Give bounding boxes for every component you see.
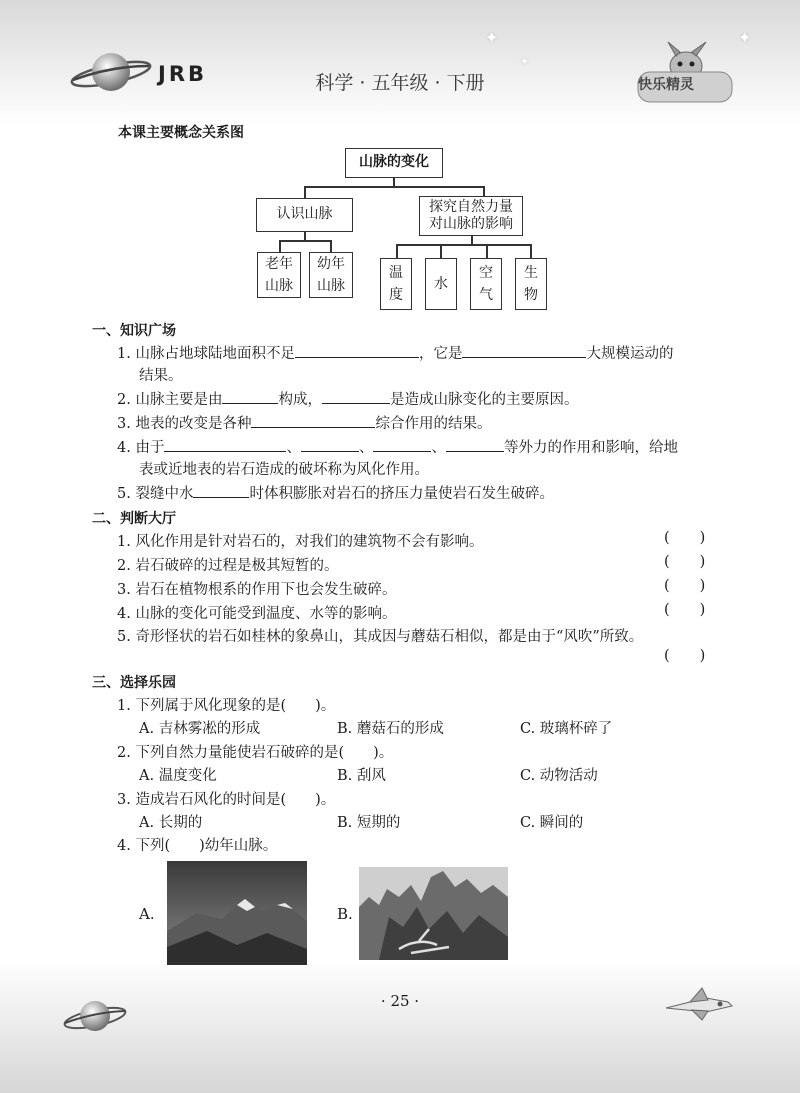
connector — [304, 232, 306, 240]
option-a[interactable]: A. 温度变化 — [139, 768, 217, 784]
concept-recognize-mountains: 认识山脉 — [256, 198, 353, 232]
choice-question-1: 1. 下列属于风化现象的是( )。 — [117, 698, 336, 714]
option-c[interactable]: C. 动物活动 — [520, 768, 598, 784]
judge-question-4: 4. 山脉的变化可能受到温度、水等的影响。 — [117, 606, 397, 622]
concept-water: 水 — [425, 258, 457, 310]
mascot-text: 快乐精灵 — [638, 77, 694, 93]
connector — [396, 244, 531, 246]
option-a[interactable]: A. 吉林雾凇的形成 — [139, 721, 261, 737]
fill-question-4-cont: 表或近地表的岩石造成的破坏称为风化作用。 — [139, 462, 429, 478]
option-a-label[interactable]: A. — [139, 905, 155, 923]
connector — [279, 240, 281, 252]
concept-natural-forces: 探究自然力量 对山脉的影响 — [419, 196, 523, 236]
concept-map-heading: 本课主要概念关系图 — [118, 125, 244, 141]
connector — [483, 186, 485, 196]
answer-blank[interactable] — [462, 343, 586, 358]
section-choice-title: 三、选择乐园 — [92, 675, 176, 691]
connector — [440, 244, 442, 258]
snowy-mountain-photo[interactable] — [167, 861, 307, 965]
answer-parentheses[interactable]: () — [664, 530, 736, 546]
answer-parentheses[interactable]: () — [664, 648, 736, 664]
answer-blank[interactable] — [222, 389, 278, 404]
fill-question-5: 5. 裂缝中水 时体积膨胀对岩石的挤压力量使岩石发生破碎。 — [117, 482, 554, 503]
rocky-mountain-photo[interactable] — [359, 867, 508, 960]
option-c[interactable]: C. 玻璃杯碎了 — [520, 721, 613, 737]
option-b-label[interactable]: B. — [337, 905, 353, 923]
book-title: 科学 · 五年级 · 下册 — [315, 72, 485, 94]
judge-question-5: 5. 奇形怪状的岩石如桂林的象鼻山，其成因与蘑菇石相似，都是由于“风吹”所致。 — [117, 629, 644, 645]
answer-blank[interactable] — [164, 437, 286, 452]
concept-organisms: 生 物 — [515, 258, 547, 310]
connector — [486, 244, 488, 258]
answer-blank[interactable] — [251, 413, 375, 428]
section-knowledge-title: 一、知识广场 — [92, 323, 176, 339]
answer-parentheses[interactable]: () — [664, 602, 736, 618]
fill-question-1-cont: 结果。 — [139, 368, 183, 384]
star-icon: ✦ — [738, 28, 752, 47]
brand-logo: JRB — [158, 62, 207, 86]
concept-temperature: 温 度 — [380, 258, 412, 310]
connector — [330, 240, 332, 252]
option-c[interactable]: C. 瞬间的 — [520, 815, 584, 831]
option-b[interactable]: B. 短期的 — [337, 815, 401, 831]
fill-question-4: 4. 由于 、 、 、 等外力的作用和影响，给地 — [117, 436, 678, 457]
judge-question-3: 3. 岩石在植物根系的作用下也会发生破碎。 — [117, 582, 397, 598]
option-a[interactable]: A. 长期的 — [139, 815, 203, 831]
space-shuttle-icon — [662, 984, 734, 1024]
connector — [393, 178, 395, 186]
answer-blank[interactable] — [446, 437, 504, 452]
connector — [396, 244, 398, 258]
choice-question-2: 2. 下列自然力量能使岩石破碎的是( )。 — [117, 745, 394, 761]
page-number: · 25 · — [380, 992, 420, 1010]
answer-parentheses[interactable]: () — [664, 554, 736, 570]
answer-blank[interactable] — [301, 437, 359, 452]
answer-blank[interactable] — [322, 389, 390, 404]
concept-air: 空 气 — [470, 258, 502, 310]
option-b[interactable]: B. 蘑菇石的形成 — [337, 721, 444, 737]
connector — [471, 236, 473, 244]
option-b[interactable]: B. 刮风 — [337, 768, 386, 784]
connector — [304, 186, 484, 188]
section-judgment-title: 二、判断大厅 — [92, 511, 176, 527]
judge-question-2: 2. 岩石破碎的过程是极其短暂的。 — [117, 558, 339, 574]
connector — [279, 240, 331, 242]
connector — [304, 186, 306, 198]
choice-question-3: 3. 造成岩石风化的时间是( )。 — [117, 792, 336, 808]
fill-question-1: 1. 山脉占地球陆地面积不足 ，它是 大规模运动的 — [117, 342, 673, 363]
judge-question-1: 1. 风化作用是针对岩石的，对我们的建筑物不会有影响。 — [117, 534, 484, 550]
answer-blank[interactable] — [193, 483, 249, 498]
fill-question-3: 3. 地表的改变是各种 综合作用的结果。 — [117, 412, 491, 433]
answer-blank[interactable] — [295, 343, 419, 358]
star-icon: ✦ — [520, 55, 530, 68]
concept-old-mountains: 老年 山脉 — [257, 252, 301, 298]
fill-question-2: 2. 山脉主要是由 构成， 是造成山脉变化的主要原因。 — [117, 388, 578, 409]
concept-root: 山脉的变化 — [345, 148, 443, 178]
answer-parentheses[interactable]: () — [664, 578, 736, 594]
connector — [530, 244, 532, 258]
concept-young-mountains: 幼年 山脉 — [309, 252, 353, 298]
star-icon: ✦ — [485, 28, 499, 47]
answer-blank[interactable] — [373, 437, 431, 452]
choice-question-4: 4. 下列( )幼年山脉。 — [117, 838, 278, 854]
